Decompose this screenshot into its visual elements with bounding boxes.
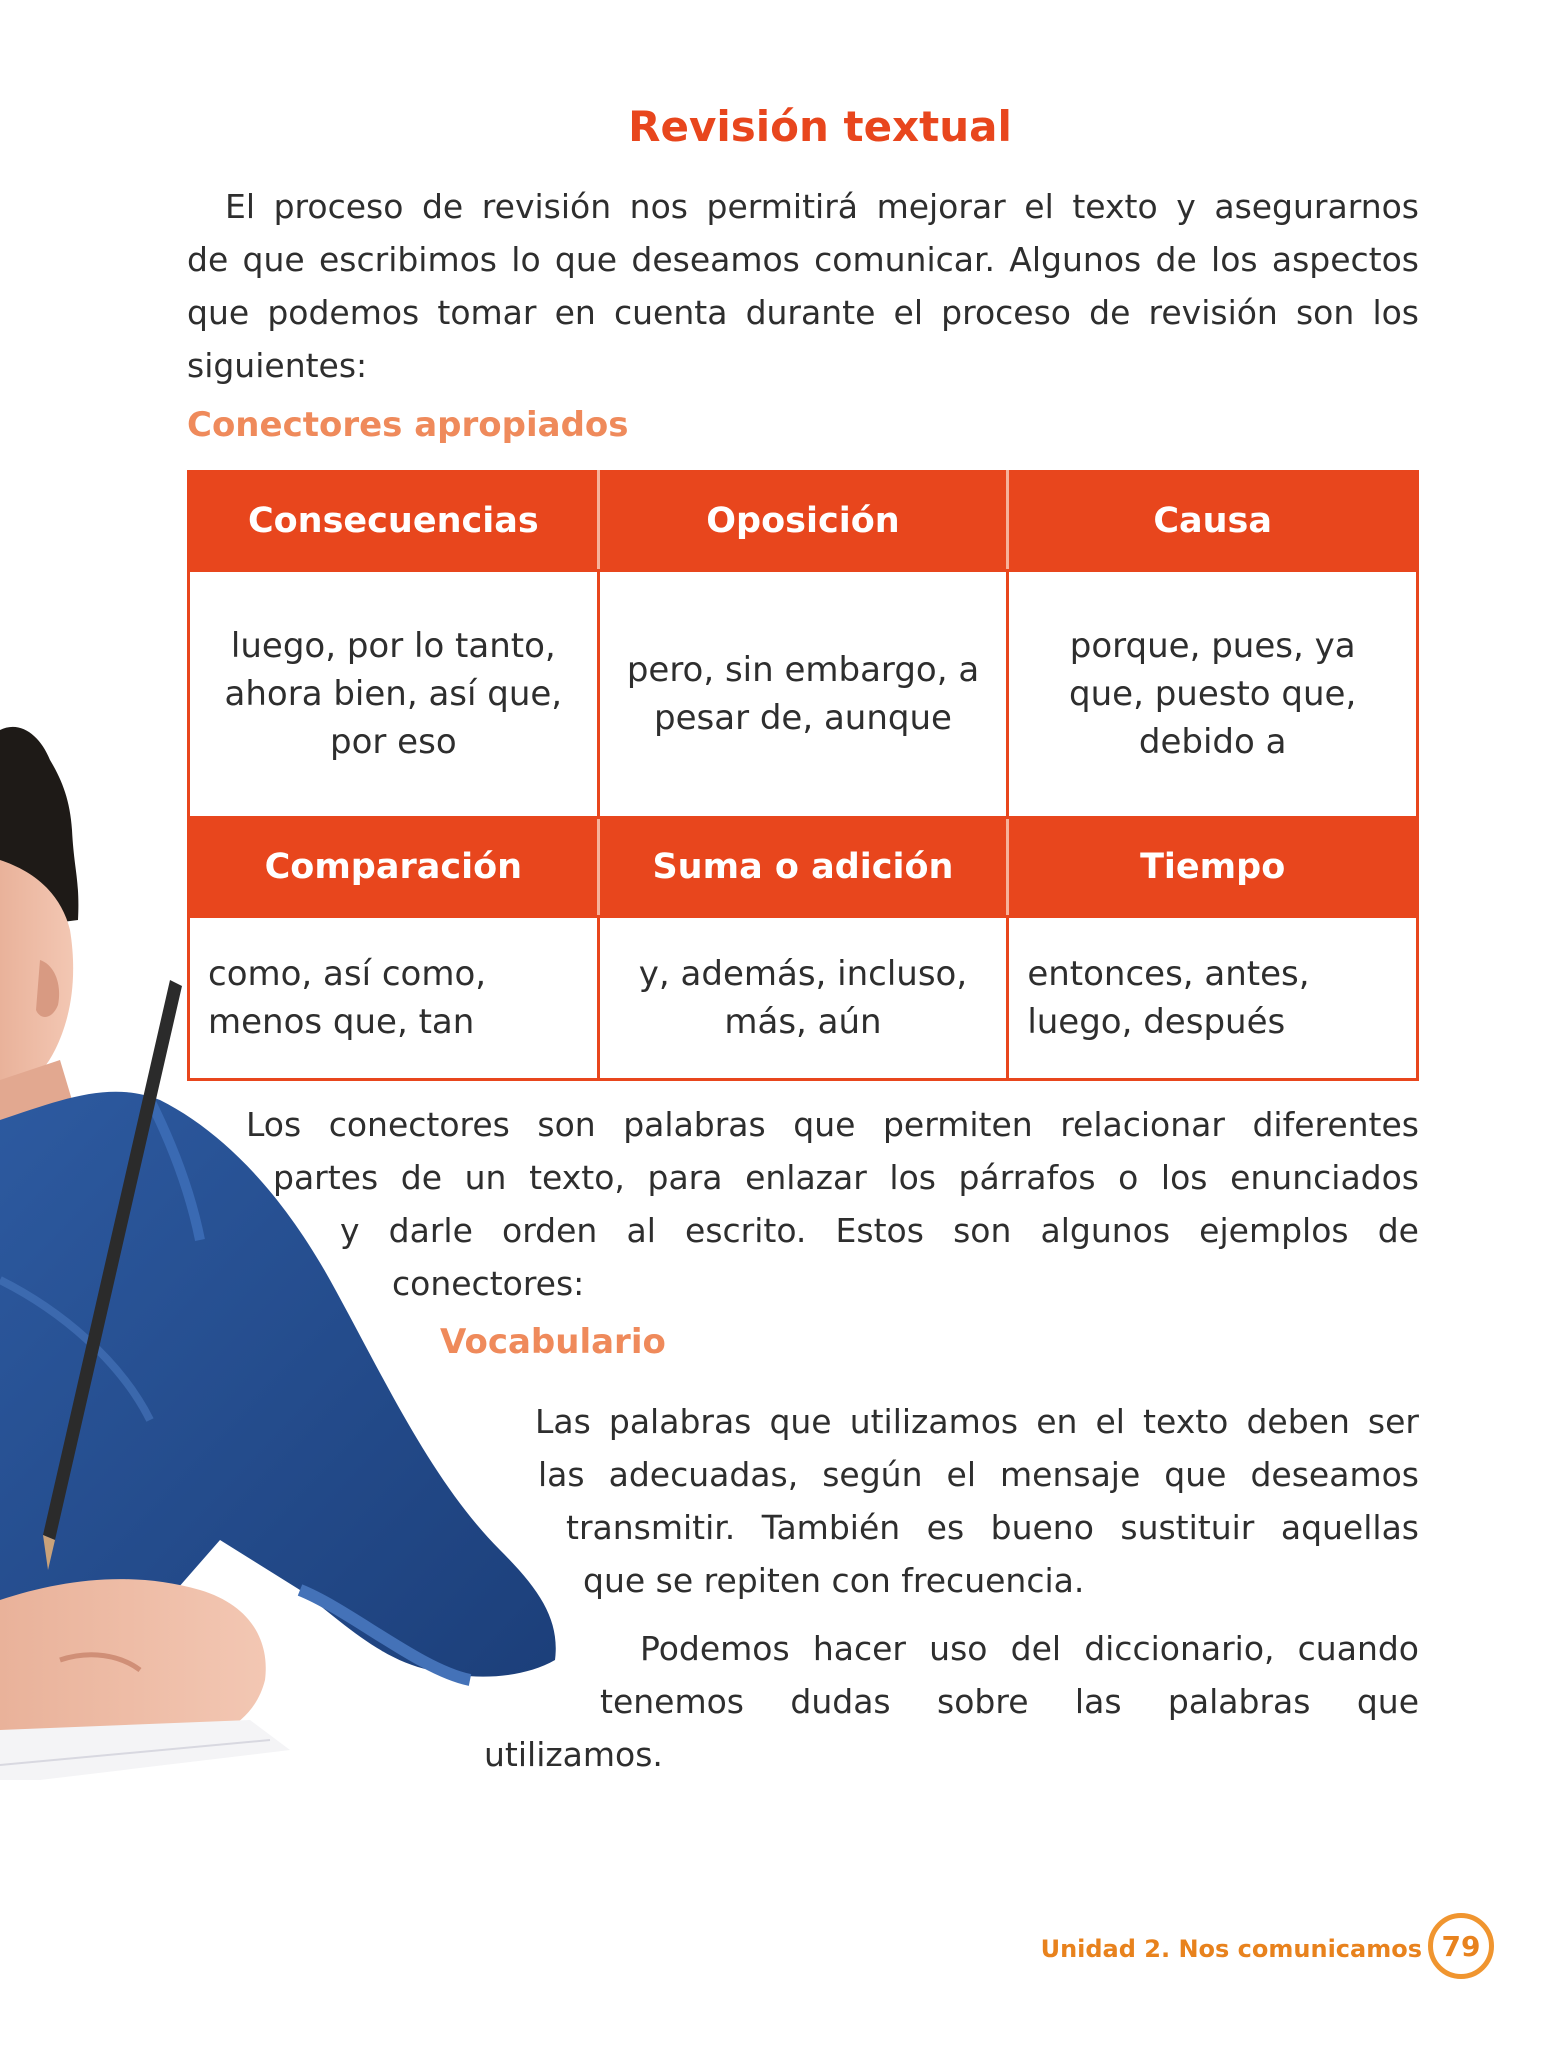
vocabulary-line: que se repiten con frecuencia. <box>583 1561 1085 1600</box>
page-number: 79 <box>1428 1913 1494 1979</box>
table-header: Tiempo <box>1008 818 1418 917</box>
vocabulary-line: Las palabras que utilizamos en el texto deben ser <box>535 1402 1419 1441</box>
connectors-line: partes de un texto, para enlazar los párrafos o los enunciados <box>273 1158 1419 1197</box>
intro-paragraph <box>187 180 1419 392</box>
table-cell: entonces, antes, luego, después <box>1008 917 1418 1080</box>
intro-line: que podemos tomar en cuenta durante el proceso de revisión son los <box>187 293 1419 332</box>
table-header: Comparación <box>189 818 599 917</box>
table-header: Consecuencias <box>189 472 599 571</box>
table-cell: luego, por lo tanto, ahora bien, así que, por eso <box>189 571 599 818</box>
table-cell: y, además, incluso, más, aún <box>598 917 1008 1080</box>
connectors-table <box>187 470 1419 1081</box>
page-title: Revisión textual <box>628 102 1012 151</box>
table-cell: como, así como, menos que, tan <box>189 917 599 1080</box>
table-cell: pero, sin embargo, a pesar de, aunque <box>598 571 1008 818</box>
connectors-line: Los conectores son palabras que permiten relacionar diferentes <box>246 1105 1419 1144</box>
vocabulary-paragraph-1 <box>0 1395 1419 1607</box>
vocabulary-line: tenemos dudas sobre las palabras que <box>600 1682 1419 1721</box>
vocabulary-line: las adecuadas, según el mensaje que deseamos <box>538 1455 1419 1494</box>
vocabulary-line: Podemos hacer uso del diccionario, cuando <box>640 1629 1419 1668</box>
vocabulary-heading: Vocabulario <box>440 1322 666 1362</box>
table-header: Suma o adición <box>598 818 1008 917</box>
connectors-heading: Conectores apropiados <box>187 405 629 445</box>
intro-line: El proceso de revisión nos permitirá mejorar el texto y asegurarnos <box>225 187 1419 226</box>
vocabulary-paragraph-2 <box>0 1622 1419 1781</box>
table-header: Oposición <box>598 472 1008 571</box>
table-cell: porque, pues, ya que, puesto que, debido a <box>1008 571 1418 818</box>
vocabulary-line: utilizamos. <box>484 1735 663 1774</box>
connectors-line: y darle orden al escrito. Estos son algunos ejemplos de <box>340 1211 1419 1250</box>
table-header: Causa <box>1008 472 1418 571</box>
footer-unit-label: Unidad 2. Nos comunicamos <box>1040 1935 1422 1963</box>
connectors-line: conectores: <box>392 1264 585 1303</box>
vocabulary-line: transmitir. También es bueno sustituir aquellas <box>566 1508 1419 1547</box>
intro-line: siguientes: <box>187 346 368 385</box>
connectors-paragraph <box>0 1098 1419 1310</box>
intro-line: de que escribimos lo que deseamos comunicar. Algunos de los aspectos <box>187 240 1419 279</box>
